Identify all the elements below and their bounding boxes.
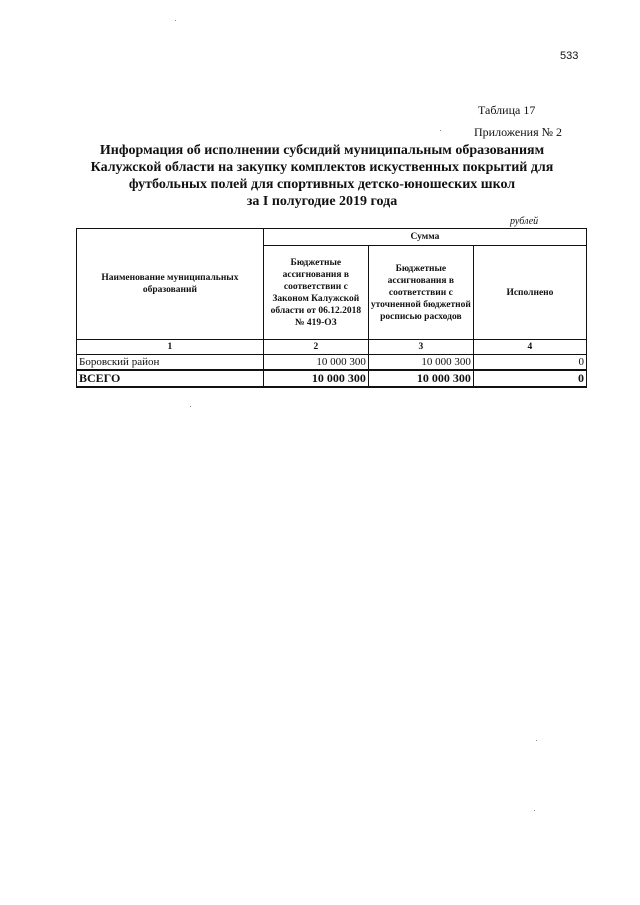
page-number: 533 (560, 50, 579, 62)
column-number: 1 (77, 340, 264, 355)
column-number: 3 (368, 340, 473, 355)
scan-speck (536, 740, 537, 741)
column-number: 2 (263, 340, 368, 355)
title-line: за I полугодие 2019 года (246, 194, 398, 209)
total-row (77, 370, 587, 387)
title-line: Калужской области на закупку комплектов искуственных покрытий для (90, 160, 554, 175)
report-table (76, 228, 587, 388)
total-refined-allocation: 10 000 300 (368, 370, 473, 387)
scan-speck (534, 810, 535, 811)
executed-value: 0 (473, 355, 586, 371)
appendix-reference: Приложения № 2 (474, 125, 563, 139)
municipality-name: Боровский район (77, 355, 264, 371)
document-title (70, 142, 574, 210)
column-number: 4 (473, 340, 586, 355)
scan-speck (440, 130, 441, 131)
column-header-name: Наименование муниципальных образований (77, 229, 264, 340)
title-line: футбольных полей для спортивных детско-юношеских школ (128, 177, 516, 192)
refined-allocation-value: 10 000 300 (368, 355, 473, 371)
total-label: ВСЕГО (77, 370, 264, 387)
scan-speck (190, 406, 191, 407)
table-reference: Таблица 17 (478, 103, 536, 117)
column-number-row (77, 340, 587, 355)
column-group-header-sum: Сумма (263, 229, 586, 246)
total-law-allocation: 10 000 300 (263, 370, 368, 387)
total-executed: 0 (473, 370, 586, 387)
column-header-refined-allocation: Бюджетные ассигнования в соответствии с уточненной бюджетной росписью расходов (368, 246, 473, 340)
header-row-group (77, 229, 587, 246)
table-row (77, 355, 587, 371)
law-allocation-value: 10 000 300 (263, 355, 368, 371)
scan-speck (175, 20, 176, 21)
column-header-executed: Исполнено (473, 246, 586, 340)
column-header-law-allocation: Бюджетные ассигнования в соответствии с Законом Калужской области от 06.12.2018 № 419-ОЗ (263, 246, 368, 340)
units-label: рублей (510, 216, 539, 227)
title-line: Информация об исполнении субсидий муниципальным образованиям (99, 143, 545, 158)
